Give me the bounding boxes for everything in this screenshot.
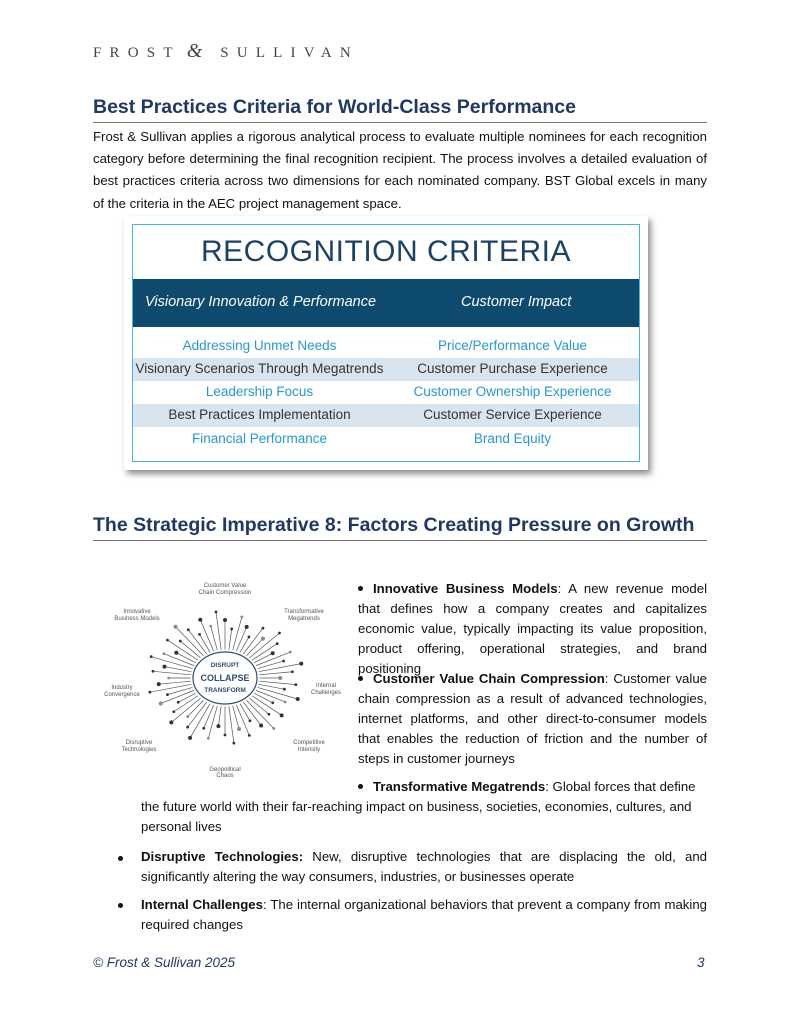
bullet-text: the future world with their far-reaching impact on business, societies, economies, cultures, and personal lives — [141, 799, 692, 834]
bullet-internal-challenges — [141, 895, 707, 935]
wheel-spoke — [259, 664, 302, 672]
criteria-row — [133, 335, 639, 358]
wheel-spoke — [159, 681, 191, 684]
wheel-spoke-dot — [280, 713, 284, 717]
wheel-spoke-dot — [169, 720, 173, 724]
criteria-left-cell: Visionary Scenarios Through Megatrends — [135, 361, 384, 376]
wheel-spoke — [200, 634, 210, 652]
wheel-spoke-dot — [198, 618, 202, 622]
criteria-row — [133, 428, 639, 451]
wheel-spoke-dot — [271, 651, 275, 655]
wheel-spoke-dot — [186, 715, 189, 718]
wheel-spoke-dot — [186, 726, 189, 729]
wheel-spoke-dot — [179, 640, 182, 643]
wheel-label: Intensity — [297, 747, 321, 753]
wheel-spoke — [216, 612, 221, 650]
criteria-left-cell: Financial Performance — [191, 431, 328, 446]
wheel-spoke — [208, 706, 217, 738]
wheel-spoke-dot — [271, 701, 274, 704]
wheel-spoke-dot — [282, 660, 285, 663]
wheel-spoke — [176, 653, 195, 663]
wheel-label: Technologies — [121, 747, 157, 753]
section-heading-best-practices: Best Practices Criteria for World-Class Performance — [93, 96, 707, 123]
wheel-spoke-dot — [177, 701, 180, 704]
wheel-spoke-dot — [207, 737, 210, 740]
wheel-spoke-dot — [223, 618, 227, 622]
wheel-label: Geopolitical — [209, 767, 241, 773]
bullet-transformative-megatrends — [358, 777, 707, 797]
wheel-label: Chaos — [216, 773, 234, 778]
wheel-spoke-dot — [240, 615, 243, 618]
bullet-dot — [118, 903, 123, 908]
recognition-criteria-frame — [132, 224, 640, 462]
wheel-label: Disruptive — [125, 740, 153, 746]
criteria-left-cell: Addressing Unmet Needs — [182, 338, 337, 353]
recognition-criteria-graphic — [124, 216, 648, 470]
wheel-spoke-dot — [215, 611, 218, 614]
wheel-spoke-dot — [291, 670, 294, 673]
wheel-label: Chain Compression — [198, 590, 252, 596]
wheel-spoke-dot — [216, 724, 220, 728]
wheel-spoke-dot — [230, 628, 233, 631]
section-heading-strategic-imperative: The Strategic Imperative 8: Factors Creating Pressure on Growth — [93, 514, 707, 541]
column-header-visionary: Visionary Innovation & Performance — [145, 294, 377, 310]
logo-text-right: SULLIVAN — [220, 45, 359, 61]
footer-copyright: © Frost & Sullivan 2025 — [93, 955, 236, 970]
wheel-label: Internal — [315, 683, 337, 689]
wheel-label: Megatrends — [288, 616, 320, 622]
wheel-spoke-dot — [174, 651, 178, 655]
wheel-spoke-dot — [268, 713, 271, 716]
wheel-spoke-dot — [245, 625, 249, 629]
frost-sullivan-logo — [93, 40, 359, 63]
bullet-title: Disruptive Technologies: — [141, 849, 304, 864]
criteria-row — [133, 404, 639, 427]
wheel-spoke-dot — [150, 655, 153, 658]
criteria-header-band — [133, 279, 639, 327]
logo-ampersand: & — [186, 40, 203, 62]
wheel-spoke-dot — [202, 727, 205, 730]
wheel-spoke-dot — [166, 693, 169, 696]
wheel-center-disrupt: DISRUPT — [210, 662, 240, 669]
intro-paragraph: Frost & Sullivan applies a rigorous analytical process to evaluate multiple nominees for each recognition category before determining the final recognition recipient. The process involves a detailed evaluation of best practices criteria across two dimensions for each nominated company. BST Global excels in many of the criteria in the AEC project management space. — [93, 129, 707, 211]
wheel-spoke — [233, 617, 242, 650]
wheel-spoke-dot — [248, 636, 251, 639]
bullet-dot — [358, 784, 363, 789]
wheel-spoke-dot — [296, 697, 300, 701]
disruption-wheel-graphic — [100, 578, 350, 778]
wheel-spoke — [153, 671, 191, 675]
wheel-spoke — [259, 684, 285, 689]
bullet-title: Transformative Megatrends — [373, 779, 546, 794]
wheel-spoke — [150, 684, 191, 692]
wheel-spoke-dot — [294, 683, 297, 686]
wheel-spoke-dot — [276, 642, 279, 645]
wheel-spoke-dot — [198, 633, 201, 636]
bullet-text: New, disruptive technologies that are displacing the old, and significantly altering the way consumers, industries, or businesses operate — [141, 849, 708, 884]
wheel-spoke — [229, 629, 232, 650]
wheel-spoke-dot — [248, 734, 251, 737]
bullet-title: Innovative Business Models — [373, 581, 558, 596]
bullet-dot — [358, 586, 363, 591]
criteria-right-cell: Brand Equity — [473, 431, 552, 446]
criteria-right-cell: Customer Service Experience — [423, 407, 602, 422]
criteria-right-cell: Price/Performance Value — [437, 338, 588, 353]
wheel-spoke-dot — [187, 628, 190, 631]
wheel-spoke — [236, 705, 249, 735]
column-header-customer-impact: Customer Impact — [461, 294, 572, 310]
wheel-spoke-dot — [148, 691, 151, 694]
criteria-right-cell: Customer Ownership Experience — [413, 384, 612, 399]
recognition-criteria-title: RECOGNITION CRITERIA — [200, 235, 571, 268]
bullet-dot — [358, 676, 363, 681]
wheel-spoke-dot — [278, 676, 282, 680]
criteria-row — [133, 381, 639, 404]
wheel-spoke-dot — [232, 742, 235, 745]
wheel-label: Competitive — [293, 740, 325, 746]
wheel-label: Customer Value — [203, 583, 247, 589]
bullet-title: Customer Value Chain Compression — [373, 671, 605, 686]
wheel-spoke-dot — [249, 719, 252, 722]
wheel-spoke — [218, 706, 221, 726]
wheel-spoke-dot — [167, 677, 170, 680]
bullet-text: : A new revenue model that defines how a company creates and capitalizes economic value, typically impacting its value proposition, product offering, operational strategies, and brand positioning — [358, 581, 707, 676]
wheel-label: Transformative — [284, 609, 324, 615]
wheel-spoke-dot — [284, 701, 287, 704]
wheel-spoke — [254, 693, 273, 703]
wheel-spoke — [259, 672, 292, 675]
wheel-spoke-dot — [159, 702, 163, 706]
wheel-spoke-dot — [299, 662, 303, 666]
criteria-left-cell: Best Practices Implementation — [168, 407, 351, 422]
wheel-spoke-dot — [162, 652, 165, 655]
wheel-spoke-dot — [237, 727, 241, 731]
criteria-left-cell: Leadership Focus — [205, 384, 314, 399]
wheel-spoke-dot — [166, 639, 169, 642]
bullet-innovative-business-models — [358, 579, 707, 679]
wheel-center-collapse: COLLAPSE — [200, 673, 250, 683]
bullet-title: Internal Challenges — [141, 897, 263, 912]
footer-page-number: 3 — [697, 955, 705, 970]
wheel-spoke — [254, 653, 273, 663]
bullet-disruptive-technologies — [141, 847, 707, 887]
criteria-right-cell: Customer Purchase Experience — [417, 361, 608, 376]
bullet-text: : Global forces that define — [545, 779, 696, 794]
wheel-spoke-dot — [289, 651, 292, 654]
wheel-center-transform: TRANSFORM — [204, 687, 246, 694]
bullet-dot — [118, 856, 123, 861]
logo-text-left: FROST — [93, 45, 181, 61]
wheel-spoke-dot — [278, 632, 281, 635]
wheel-spoke-dot — [209, 625, 212, 628]
wheel-label: Innovative — [123, 609, 151, 615]
wheel-spoke — [178, 693, 196, 702]
wheel-label: Convergence — [104, 692, 140, 698]
wheel-spoke-dot — [283, 688, 286, 691]
wheel-label: Industry — [111, 685, 133, 691]
bullet-customer-value-chain — [358, 669, 707, 769]
wheel-spoke-dot — [224, 734, 227, 737]
wheel-label: Challenges — [310, 690, 342, 696]
bullet-text: : The internal organizational behaviors that prevent a company from making required changes — [141, 897, 707, 932]
wheel-spoke — [240, 704, 250, 721]
wheel-spoke-dot — [261, 637, 265, 641]
wheel-spoke-dot — [174, 625, 178, 629]
wheel-label: Business Models — [114, 616, 160, 622]
wheel-spoke-dot — [259, 723, 263, 727]
wheel-spoke-dot — [272, 727, 275, 730]
wheel-spoke-dot — [262, 627, 265, 630]
wheel-spoke — [229, 706, 234, 743]
wheel-spoke-dot — [152, 670, 155, 673]
bullet-transformative-megatrends-cont — [141, 797, 707, 837]
wheel-spoke-dot — [172, 710, 175, 713]
wheel-spoke-dot — [157, 682, 161, 686]
wheel-spoke — [259, 681, 296, 684]
bullet-text: : Customer value chain compression as a result of advanced technologies, internet platforms, and other direct-to-consumer models that enables the reduction of friction and the number of steps in customer journeys — [358, 671, 707, 766]
criteria-row — [133, 358, 639, 381]
wheel-spoke-dot — [162, 665, 166, 669]
wheel-spoke-dot — [188, 736, 192, 740]
